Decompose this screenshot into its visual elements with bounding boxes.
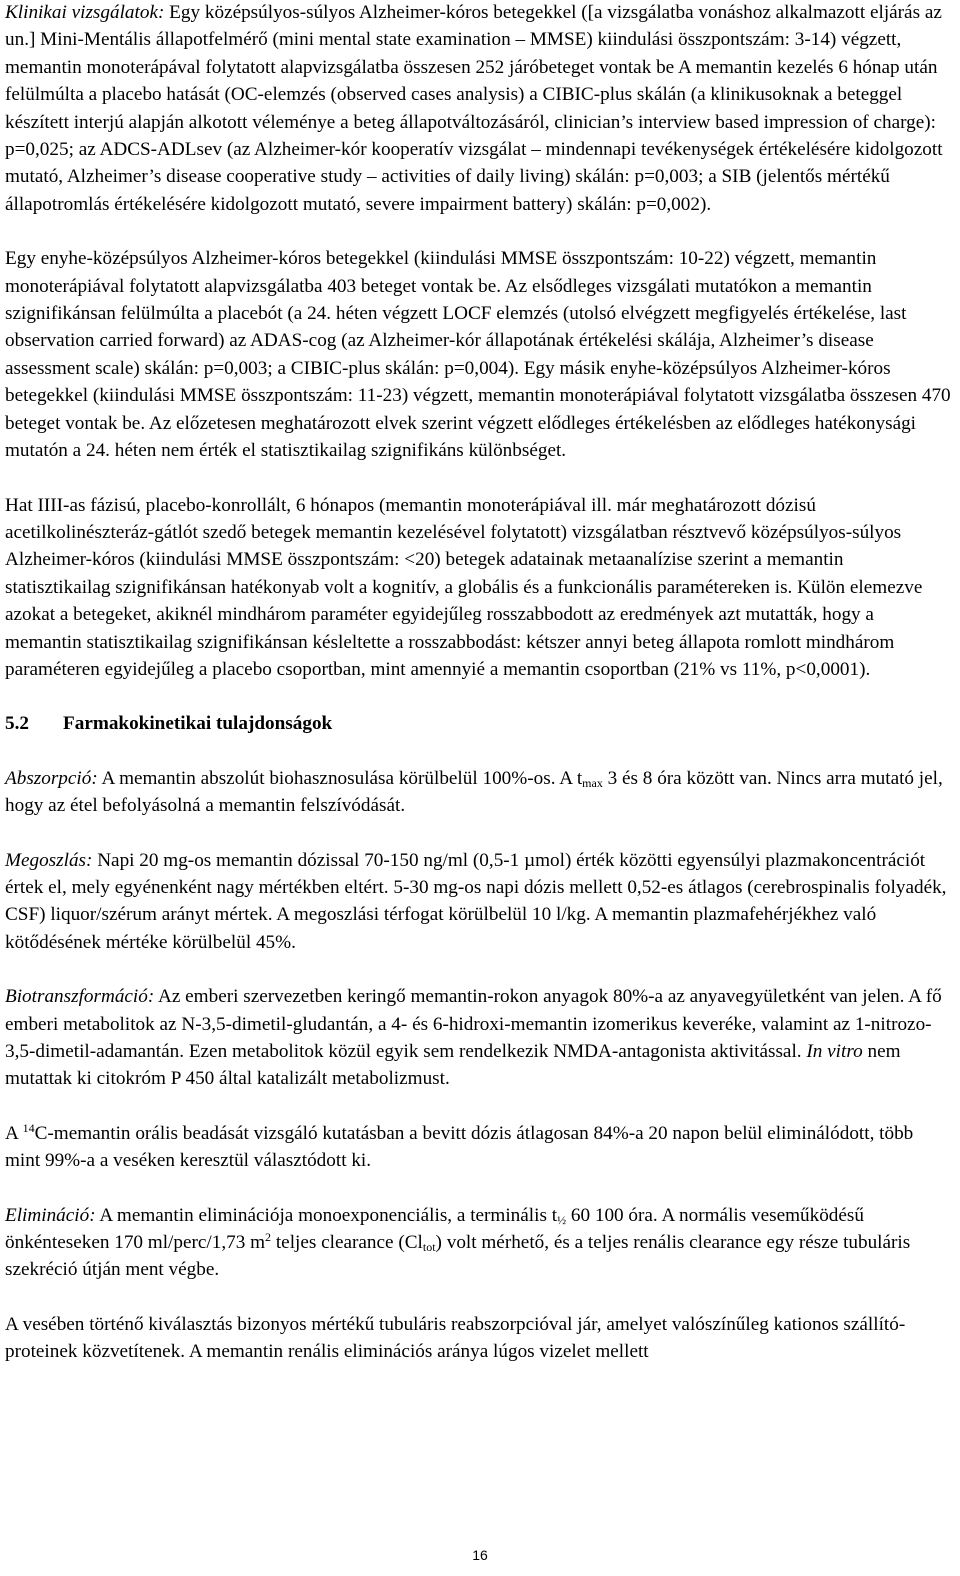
elimination-paragraph <box>5 1202 953 1284</box>
distribution-paragraph <box>5 847 953 957</box>
elimination-text-cont2: teljes clearance (Cl <box>271 1232 423 1254</box>
elimination-text-end: ) volt mérhető, és a teljes renális clearance egy része tubuláris szekréció útján ment végbe. <box>5 1232 911 1281</box>
c14-superscript: 14 <box>22 1120 35 1135</box>
biotransformation-label: Biotranszformáció: <box>5 986 155 1008</box>
clinical-trials-label: Klinikai vizsgálatok: <box>5 2 165 23</box>
section-title: Farmakokinetikai tulajdonságok <box>63 713 333 735</box>
absorption-text-cont: 3 és 8 óra között van. Nincs arra mutató jel, hogy az étel befolyásolná a memantin felszívódását. <box>5 767 943 817</box>
tot-subscript: tot <box>422 1240 436 1255</box>
half-life-subscript: ½ <box>557 1212 567 1227</box>
squared-superscript: 2 <box>265 1230 272 1245</box>
elimination-text-cont: 60 100 óra. A normális veseműködésű önkénteseken 170 ml/perc/1,73 m <box>5 1204 864 1254</box>
in-vitro-text: In vitro <box>806 1041 863 1062</box>
absorption-label: Abszorpció: <box>5 767 98 789</box>
absorption-paragraph <box>5 765 953 820</box>
meta-analysis-paragraph: Hat IIII-as fázisú, placebo-konrollált, 6 hónapos (memantin monoterápiával ill. már meghatározott dózisú acetilkolinészteráz-gátlót szedő betegek memantin kezelésével folytatott) vizsgálatban résztvevő középsúlyos-súlyos Alzheimer-kóros (kiindulási MMSE összpontszám: <20) betegek adatainak metaanalízise szerint a memantin statisztikailag szignifikánsan hatékonyab volt a kognitív, a globális és a funkcionális paramétereken is. Külön elemezve azokat a betegeket, akiknél mindhárom paraméter egyidejűleg rosszabbodott az eredmények azt mutatták, hogy a memantin statisztikailag szignifikánsan késleltette a rosszabbodást: kétszer annyi beteg állapota romlott mindhárom paraméteren egyidejűleg a placebo csoportban, mint amennyié a memantin csoportban (21% vs 11%, p<0,0001). <box>5 494 923 680</box>
distribution-label: Megoszlás: <box>5 849 93 871</box>
tmax-subscript: max <box>582 775 603 790</box>
c14-text-start: A <box>5 1122 23 1144</box>
distribution-text: Napi 20 mg-os memantin dózissal 70-150 ng/ml (0,5-1 µmol) érték közötti egyensúlyi plazmakoncentrációt értek el, mely egyénenként nagy mértékben eltért. 5-30 mg-os napi dózis mellett 0,52-es átlagos (cerebrospinalis folyadék, CSF) liquor/szérum arányt mértek. A megoszlási térfogat körülbelül 10 l/kg. A memantin plazmafehérjékhez való kötődésének mértéke körülbelül 45%. <box>5 849 947 953</box>
elimination-text: A memantin eliminációja monoexponenciális, a terminális t <box>95 1204 558 1226</box>
clinical-trials-paragraph <box>5 0 953 218</box>
section-heading <box>5 710 953 737</box>
page-number: 16 <box>472 1547 488 1563</box>
c14-text: C-memantin orális beadását vizsgáló kutatásban a bevitt dózis átlagosan 84%-a 20 napon belül eliminálódott, több mint 99%-a a veséken keresztül választódott ki. <box>5 1122 914 1172</box>
absorption-text: A memantin abszolút biohasznosulása körülbelül 100%-os. A t <box>97 767 583 789</box>
biotransformation-paragraph <box>5 983 953 1093</box>
clinical-trials-text: Egy középsúlyos-súlyos Alzheimer-kóros betegekkel ([a vizsgálatba vonáshoz alkalmazott eljárás az un.] Mini-Mentális állapotfelmérő (mini mental state examination – MMSE) kiindulási összpontszám: 3-14) végzett, memantin monoterápával folytatott alapvizsgálatba összesen 252 járóbeteget vontak be A memantin kezelés 6 hónap után felülmúlta a placebo hatását (OC-elemzés (observed cases analysis) a CIBIC-plus skálán (a klinikusoknak a beteggel készített interjú alapján alkotott véleménye a beteg állapotváltozásáról, clinician’s interview based impression of charge): p=0,025; az ADCS-ADLsev (az Alzheimer-kór kooperatív vizsgálat – mindennapi tevékenységek értékelésére kidolgozott mutató, Alzheimer’s disease cooperative study – activities of daily living) skálán: p=0,003; a SIB (jelentős mértékű állapotromlás értékelésére kidolgozott mutató, severe impairment battery) skálán: p=0,002). <box>5 2 943 215</box>
biotransformation-text-cont: nem mutattak ki citokróm P 450 által katalizált metabolizmust. <box>5 1041 901 1090</box>
biotransformation-text: Az emberi szervezetben keringő memantin-rokon anyagok 80%-a az anyavegyületként van jelen. A fő emberi metabolitok az N-3,5-dimetil-gludantán, a 4- és 6-hidroxi-memantin izomerikus keveréke, valamint az 1-nitrozo-3,5-dimetil-adamantán. Ezen metabolitok közül egyik sem rendelkezik NMDA-antagonista aktivitással. <box>5 986 942 1062</box>
document-page <box>5 0 953 1366</box>
elimination-label: Elimináció: <box>5 1204 96 1226</box>
section-number: 5.2 <box>5 713 29 735</box>
renal-paragraph: A vesében történő kiválasztás bizonyos mértékű tubuláris reabszorpcióval jár, amelyet valószínűleg kationos szállító-proteinek közvetítenek. A memantin renális eliminációs aránya lúgos vizelet mellett <box>5 1313 906 1363</box>
mild-moderate-paragraph: Egy enyhe-középsúlyos Alzheimer-kóros betegekkel (kiindulási MMSE összpontszám: 10-22) végzett, memantin monoterápiával folytatott alapvizsgálatba 403 beteget vontak be. Az elsődleges vizsgálati mutatókon a memantin szignifikánsan felülmúlta a placebót (a 24. héten végzett LOCF elemzés (utolsó elvégzett megfigyelés értékelése, last observation carried forward) az ADAS-cog (az Alzheimer-kór állapotának értékelési skálája, Alzheimer’s disease assessment scale) skálán: p=0,003; a CIBIC-plus skálán: p=0,004). Egy másik enyhe-középsúlyos Alzheimer-kóros betegekkel (kiindulási MMSE összpontszám: 11-23) végzett, memantin monoterápiával folytatott vizsgálatba összesen 470 beteget vontak be. Az előzetesen meghatározott elvek szerint végzett elődleges értékelésben az elődleges hatékonysági mutatón a 24. héten nem érték el statisztikailag szignifikáns különbséget. <box>5 248 951 462</box>
c14-paragraph <box>5 1120 953 1175</box>
